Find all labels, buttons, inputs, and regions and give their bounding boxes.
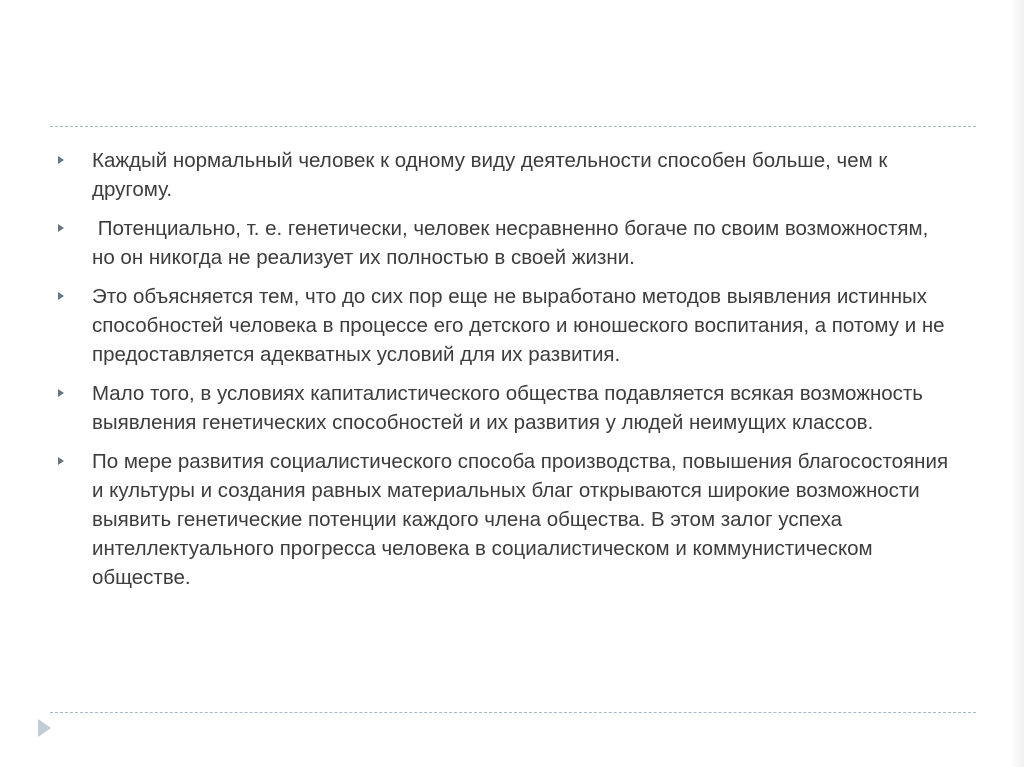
bullet-item <box>56 214 956 272</box>
triangle-right-icon <box>58 224 64 232</box>
bullet-item <box>56 282 956 369</box>
bullet-item <box>56 447 956 592</box>
bullet-text: Потенциально, т. е. генетически, человек несравненно богаче по своим возможностям, но он никогда не реализует их полностью в своей жизни. <box>92 217 935 269</box>
bullet-text: Каждый нормальный человек к одному виду деятельности способен больше, чем к другому. <box>92 149 888 201</box>
triangle-right-icon <box>58 457 64 465</box>
right-edge-shadow <box>1010 0 1024 767</box>
bullet-item <box>56 146 956 204</box>
bullet-item <box>56 379 956 437</box>
top-divider <box>50 126 976 127</box>
bullet-text: Мало того, в условиях капиталистического общества подавляется всякая возможность выявления генетических способностей и их развития у людей неимущих классов. <box>92 382 923 434</box>
bullet-text: По мере развития социалистического способа производства, повышения благосостояния и культуры и создания равных материальных благ открываются широкие возможности выявить генетические потенции каждого члена общества. В этом залог успеха интеллектуального прогресса человека в социалистическом и коммунистическом обществе. <box>92 450 949 589</box>
bullet-text: Это объясняется тем, что до сих пор еще не выработано методов выявления истинных способностей человека в процессе его детского и юношеского воспитания, а потому и не предоставляется адекватных условий для их развития. <box>92 285 945 366</box>
bottom-divider <box>50 712 976 713</box>
triangle-right-icon <box>58 156 64 164</box>
triangle-right-icon <box>58 389 64 397</box>
play-arrow-icon[interactable] <box>38 719 51 737</box>
bullet-list <box>56 146 956 602</box>
triangle-right-icon <box>58 292 64 300</box>
